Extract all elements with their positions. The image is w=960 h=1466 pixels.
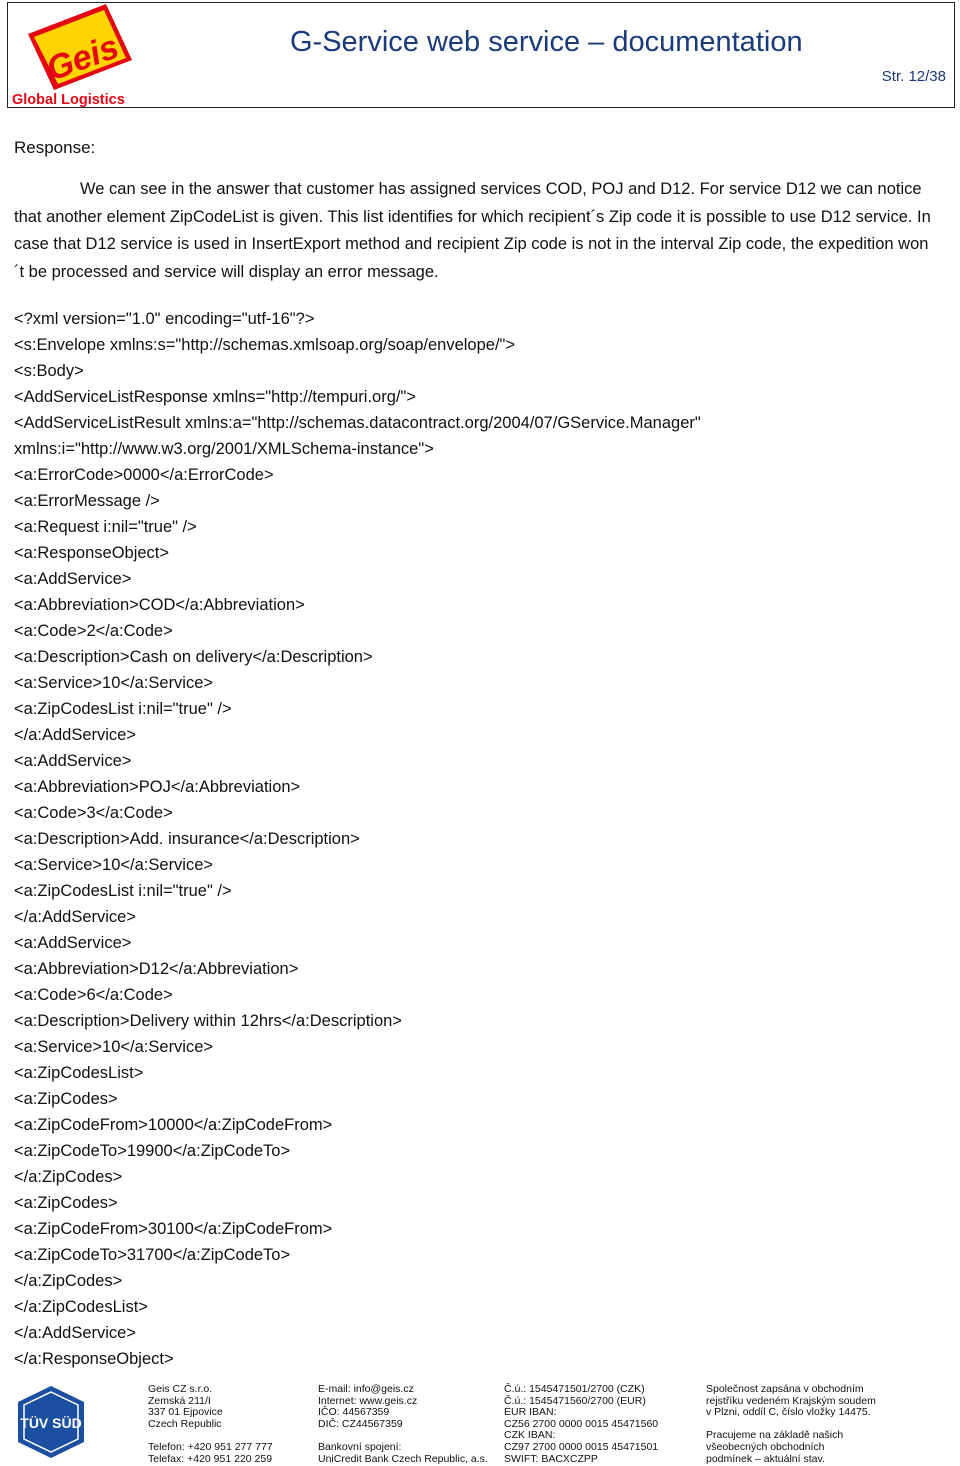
footer-line: Czech Republic (148, 1417, 222, 1430)
code-line: <a:ErrorMessage /> (14, 492, 160, 510)
code-line: <a:Code>6</a:Code> (14, 986, 173, 1004)
code-line: <a:AddService> (14, 752, 132, 770)
code-line: <a:ZipCodeTo>19900</a:ZipCodeTo> (14, 1142, 291, 1160)
code-line: <a:ZipCodes> (14, 1194, 118, 1212)
page-number: Str. 12/38 (881, 68, 946, 85)
code-line: <a:ZipCodes> (14, 1090, 118, 1108)
footer-line: Bankovní spojení: (318, 1440, 402, 1453)
code-line: </a:AddService> (14, 726, 136, 744)
code-line: <a:AddService> (14, 934, 132, 952)
footer-line: všeobecných obchodních (706, 1440, 825, 1453)
footer-line: IČO: 44567359 (318, 1406, 390, 1419)
code-line: <a:ZipCodeFrom>30100</a:ZipCodeFrom> (14, 1220, 333, 1238)
code-line: <AddServiceListResponse xmlns="http://tempuri.org/"> (14, 388, 416, 406)
footer-line: Společnost zapsána v obchodním (706, 1383, 864, 1395)
footer-line: v Plzni, oddíl C, číslo vložky 14475. (706, 1406, 871, 1419)
footer-line: EUR IBAN: (504, 1406, 557, 1419)
xml-code-block (14, 306, 944, 1372)
footer-line: CZ97 2700 0000 0015 45471501 (504, 1440, 659, 1453)
geis-logo (10, 4, 142, 108)
footer-company-column (148, 1384, 273, 1465)
code-line: <a:Code>2</a:Code> (14, 622, 173, 640)
code-line: <a:Abbreviation>COD</a:Abbreviation> (14, 596, 305, 614)
code-line: </a:AddService> (14, 908, 136, 926)
code-line: <a:Request i:nil="true" /> (14, 518, 197, 536)
tuv-text: TÜV SÜD (20, 1415, 82, 1431)
code-line: </a:ZipCodes> (14, 1272, 123, 1290)
footer-line: 337 01 Ejpovice (148, 1406, 223, 1419)
code-line: <a:Service>10</a:Service> (14, 674, 214, 692)
footer-line: Č.ú.: 1545471560/2700 (EUR) (504, 1394, 646, 1407)
code-line: <?xml version="1.0" encoding="utf-16"?> (14, 310, 315, 328)
footer-line: E-mail: info@geis.cz (318, 1383, 414, 1395)
footer-legal-column (706, 1384, 876, 1465)
code-line: <a:Abbreviation>D12</a:Abbreviation> (14, 960, 299, 978)
footer-line: SWIFT: BACXCZPP (504, 1452, 598, 1465)
footer-line: DIČ: CZ44567359 (318, 1417, 403, 1430)
code-line: </a:AddService> (14, 1324, 136, 1342)
code-line: </a:ResponseObject> (14, 1350, 174, 1368)
code-line: <a:Service>10</a:Service> (14, 856, 214, 874)
footer-line: rejstříku vedeném Krajským soudem (706, 1394, 876, 1407)
document-title: G-Service web service – documentation (290, 26, 803, 58)
code-line: </a:ZipCodesList> (14, 1298, 148, 1316)
logo-word: Geis (41, 27, 124, 89)
code-line: <a:ZipCodesList i:nil="true" /> (14, 700, 232, 718)
section-label: Response: (14, 138, 96, 157)
footer-line: Internet: www.geis.cz (318, 1394, 418, 1407)
footer-line: UniCredit Bank Czech Republic, a.s. (318, 1452, 488, 1465)
footer-bank-column (504, 1384, 658, 1465)
code-line: <a:AddService> (14, 570, 132, 588)
code-line: <a:Description>Cash on delivery</a:Description> (14, 648, 373, 666)
footer-line: Pracujeme na základě našich (706, 1429, 844, 1442)
code-line: <a:Description>Add. insurance</a:Description> (14, 830, 360, 848)
page-header (0, 0, 960, 110)
footer-line: Telefon: +420 951 277 777 (148, 1440, 273, 1453)
code-line: <s:Body> (14, 362, 84, 380)
code-line: <a:ZipCodeFrom>10000</a:ZipCodeFrom> (14, 1116, 333, 1134)
footer-line: Geis CZ s.r.o. (148, 1383, 213, 1395)
footer-line: Č.ú.: 1545471501/2700 (CZK) (504, 1383, 645, 1395)
page-footer (0, 1376, 960, 1466)
code-line: <a:Description>Delivery within 12hrs</a:Description> (14, 1012, 402, 1030)
code-line: <a:ResponseObject> (14, 544, 170, 562)
code-line: <s:Envelope xmlns:s="http://schemas.xmlsoap.org/soap/envelope/"> (14, 336, 516, 354)
footer-line: CZK IBAN: (504, 1429, 556, 1442)
footer-line: podmínek – aktuální stav. (706, 1452, 825, 1465)
code-line: <a:ErrorCode>0000</a:ErrorCode> (14, 466, 274, 484)
footer-line: Telefax: +420 951 220 259 (148, 1452, 273, 1465)
footer-contact-column (318, 1384, 488, 1465)
tuv-certification-icon (12, 1384, 90, 1460)
footer-line: Zemská 211/I (148, 1394, 211, 1407)
footer-line: CZ56 2700 0000 0015 45471560 (504, 1417, 659, 1430)
code-line: </a:ZipCodes> (14, 1168, 123, 1186)
code-line: <AddServiceListResult xmlns:a="http://schemas.datacontract.org/2004/07/GService.Manager" (14, 414, 701, 432)
code-line: <a:ZipCodesList i:nil="true" /> (14, 882, 232, 900)
code-line: <a:ZipCodesList> (14, 1064, 144, 1082)
logo-tagline: Global Logistics (12, 92, 125, 108)
code-line: <a:Service>10</a:Service> (14, 1038, 214, 1056)
code-line: <a:Code>3</a:Code> (14, 804, 173, 822)
code-line: xmlns:i="http://www.w3.org/2001/XMLSchema-instance"> (14, 440, 434, 458)
intro-paragraph: We can see in the answer that customer has assigned services COD, POJ and D12. For service D12 we can notice that another element ZipCodeList is given. This list identifies for which recipient´s Zip code it is possible to use D12 service. In case that D12 service is used in InsertExport method and recipient Zip code is not in the interval Zip code, the expedition won´t be processed and service will display an error message. (14, 180, 931, 281)
code-line: <a:ZipCodeTo>31700</a:ZipCodeTo> (14, 1246, 291, 1264)
code-line: <a:Abbreviation>POJ</a:Abbreviation> (14, 778, 301, 796)
